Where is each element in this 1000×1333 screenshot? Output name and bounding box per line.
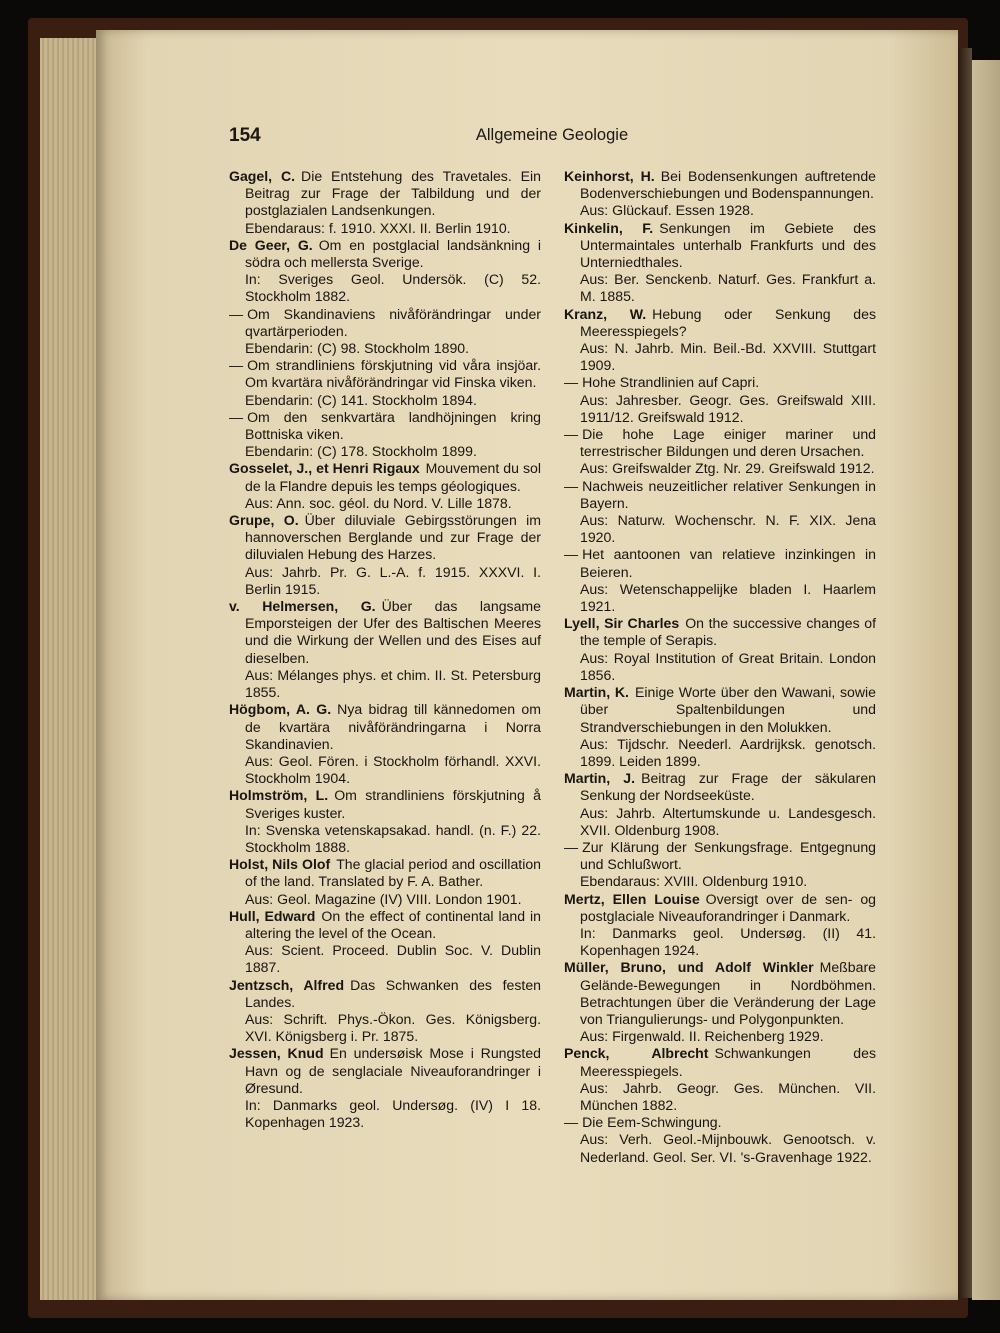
entry-author: Martin, K. — [564, 684, 629, 701]
entry-heading — [564, 306, 876, 340]
running-title: Allgemeine Geologie — [475, 126, 629, 144]
entry-title: Über das langsame Emporsteigen der Ufer des Baltischen Meeres und die Wirkung der Wellen und des Eises auf dieselben. — [245, 598, 541, 666]
bibliography-entry — [564, 220, 876, 306]
entry-author: Kranz, W. — [564, 305, 647, 322]
entry-heading — [564, 168, 876, 202]
entry-heading — [564, 546, 876, 580]
entry-source: Aus: Jahresber. Geogr. Ges. Greifswald XIII. 1911/12. Greifswald 1912. — [580, 391, 876, 425]
entry-title: Zur Klärung der Senkungsfrage. Entgegnung und Schlußwort. — [580, 838, 876, 873]
bibliography-entry — [229, 512, 541, 598]
entry-source: Aus: Tijdschr. Neederl. Aardrijksk. genotsch. 1899. Leiden 1899. — [580, 735, 876, 769]
bibliography-entry — [229, 306, 541, 358]
entry-source: Ebendaraus: XVIII. Oldenburg 1910. — [580, 873, 808, 890]
bibliography-entry — [229, 598, 541, 701]
ditto-dash: — — [229, 305, 244, 322]
entry-title: Hohe Strandlinien auf Capri. — [582, 374, 760, 391]
entry-heading — [229, 512, 541, 564]
entry-source: Aus: Ber. Senckenb. Naturf. Ges. Frankfurt a. M. 1885. — [580, 271, 876, 305]
entry-title: Die hohe Lage einiger mariner und terrestrischer Bildungen und deren Ursachen. — [580, 426, 876, 460]
entry-author: Mertz, Ellen Louise — [564, 890, 700, 907]
entry-author: Holst, Nils Olof — [229, 856, 331, 873]
bibliography-entry — [229, 787, 541, 856]
bibliography-entry — [229, 908, 541, 977]
bibliography-entry — [564, 1114, 876, 1166]
entry-title: Mouvement du sol de la Flandre depuis les temps géologiques. — [245, 460, 541, 494]
bibliography-entry — [564, 615, 876, 684]
bibliography-entry — [564, 374, 876, 426]
page-header — [229, 125, 875, 155]
entry-source: Aus: Geol. Fören. i Stockholm förhandl. XXVI. Stockholm 1904. — [245, 752, 541, 787]
bibliography-entry — [564, 770, 876, 839]
entry-heading — [229, 787, 541, 821]
entry-heading — [229, 977, 541, 1011]
entry-title: On the effect of continental land in altering the level of the Ocean. — [245, 907, 541, 941]
entry-heading — [564, 770, 876, 804]
entry-author: Grupe, O. — [229, 512, 299, 529]
entry-author: v. Helmersen, G. — [229, 598, 376, 615]
entry-heading — [229, 1045, 541, 1097]
ditto-dash: — — [229, 357, 244, 374]
entry-source: Aus: Firgenwald. II. Reichenberg 1929. — [580, 1028, 824, 1045]
right-column — [564, 168, 876, 1166]
entry-heading — [229, 409, 541, 443]
entry-author: Martin, J. — [564, 770, 636, 787]
bibliography-entry — [564, 959, 876, 1045]
entry-title: En undersøisk Mose i Rungsted Havn og de senglaciale Niveauforandringer i Øresund. — [245, 1045, 541, 1096]
entry-heading — [229, 598, 541, 667]
ditto-dash: — — [229, 408, 244, 425]
bibliography-entry — [564, 306, 876, 375]
entry-author: Holmström, L. — [229, 787, 329, 804]
entry-heading — [229, 908, 541, 942]
bibliography-entry — [229, 237, 541, 306]
bibliography-entry — [564, 546, 876, 615]
entry-title: Meßbare Gelände-Bewegungen in Nordböhmen. Betrachtungen über die Veränderung der Lage von Triangulierungs- und Polygonpunkten. — [580, 959, 876, 1027]
bibliography-entry — [229, 1045, 541, 1131]
entry-source: Aus: Jahrb. Pr. G. L.-A. f. 1915. XXXVI. I. Berlin 1915. — [245, 563, 541, 597]
book-gutter — [958, 48, 972, 1298]
entry-title: The glacial period and oscillation of the land. Translated by F. A. Bather. — [245, 856, 542, 890]
entry-heading — [229, 460, 541, 494]
entry-author: Jessen, Knud — [229, 1045, 324, 1062]
entry-heading — [229, 306, 541, 340]
bibliography-entry — [564, 168, 876, 220]
entry-title: Om den senkvartära landhöjningen kring Bottniska viken. — [245, 408, 541, 443]
entry-heading — [229, 237, 541, 271]
entry-heading — [564, 1114, 876, 1131]
entry-heading — [229, 856, 541, 890]
entry-source: Aus: Jahrb. Geogr. Ges. München. VII. München 1882. — [580, 1079, 876, 1113]
entry-title: Die Eem-Schwingung. — [582, 1114, 722, 1131]
ditto-dash: — — [564, 1114, 579, 1131]
entry-heading — [564, 478, 876, 512]
entry-source: Aus: Naturw. Wochenschr. N. F. XIX. Jena 1920. — [580, 512, 876, 546]
entry-source: Ebendarin: (C) 141. Stockholm 1894. — [245, 391, 477, 408]
entry-source: In: Svenska vetenskapsakad. handl. (n. F.) 22. Stockholm 1888. — [245, 821, 541, 855]
bibliography-entry — [229, 409, 541, 461]
entry-title: Om strandliniens förskjutning å Sveriges kuster. — [245, 787, 541, 821]
entry-source: In: Danmarks geol. Undersøg. (IV) I 18. Kopenhagen 1923. — [245, 1096, 541, 1131]
entry-author: Keinhorst, H. — [564, 168, 655, 184]
entry-title: Die Entstehung des Travetales. Ein Beitrag zur Frage der Talbildung und der postglazialen Landsenkungen. — [245, 168, 541, 219]
entry-title: Nya bidrag till kännedomen om de kvartära nivåförändringarna i Norra Skandinavien. — [245, 701, 541, 752]
bibliography-entry — [229, 460, 541, 512]
entry-heading — [564, 220, 876, 272]
entry-heading — [564, 426, 876, 460]
bibliography-entry — [564, 839, 876, 891]
bibliography-entry — [564, 478, 876, 547]
bibliography-entry — [564, 426, 876, 478]
bibliography-entry — [229, 701, 541, 787]
entry-heading — [229, 168, 541, 220]
ditto-dash: — — [564, 426, 579, 443]
entry-title: Beitrag zur Frage der säkularen Senkung der Nordseeküste. — [580, 770, 876, 804]
entry-source: Aus: Geol. Magazine (IV) VIII. London 1901. — [245, 890, 522, 907]
entry-source: Ebendaraus: f. 1910. XXXI. II. Berlin 1910. — [245, 219, 511, 236]
entry-source: Aus: Schrift. Phys.-Ökon. Ges. Königsberg. XVI. Königsberg i. Pr. 1875. — [245, 1010, 541, 1045]
entry-source: Aus: Royal Institution of Great Britain. London 1856. — [580, 649, 876, 683]
entry-source: Aus: Glückauf. Essen 1928. — [580, 202, 754, 219]
entry-author: Kinkelin, F. — [564, 219, 654, 236]
entry-heading — [564, 615, 876, 649]
entry-title: Schwankungen des Meeresspiegels. — [580, 1045, 876, 1079]
entry-title: Het aantoonen van relatieve inzinkingen in Beieren. — [580, 546, 876, 580]
entry-source: Aus: Wetenschappelijke bladen I. Haarlem 1921. — [580, 580, 876, 615]
ditto-dash: — — [564, 546, 579, 563]
bibliography-entry — [229, 357, 541, 409]
entry-title: Bei Bodensenkungen auftretende Bodenverschiebungen und Bodenspannungen. — [580, 168, 877, 202]
entry-source: Aus: Ann. soc. géol. du Nord. V. Lille 1878. — [245, 494, 512, 511]
bibliography-entry — [564, 1045, 876, 1114]
entry-title: Das Schwanken des festen Landes. — [245, 976, 541, 1010]
entry-author: Lyell, Sir Charles — [564, 615, 680, 632]
entry-heading — [564, 959, 876, 1028]
entry-heading — [564, 839, 876, 873]
bibliography-entry — [229, 977, 541, 1046]
entry-author: Penck, Albrecht — [564, 1045, 709, 1062]
page-number: 154 — [229, 125, 261, 146]
entry-heading — [564, 891, 876, 925]
entry-heading — [229, 357, 541, 391]
entry-heading — [564, 684, 876, 736]
entry-source: Aus: Jahrb. Altertumskunde u. Landesgesch. XVII. Oldenburg 1908. — [580, 804, 876, 838]
ditto-dash: — — [564, 477, 579, 494]
entry-source: Aus: Greifswalder Ztg. Nr. 29. Greifswald 1912. — [580, 460, 875, 477]
bibliography-entry — [229, 856, 541, 908]
entry-author: Müller, Bruno, und Adolf Winkler — [564, 959, 814, 976]
left-column — [229, 168, 541, 1131]
entry-author: Jentzsch, Alfred — [229, 976, 345, 993]
entry-title: Über diluviale Gebirgsstörungen im hannoverschen Berglande und zur Frage der diluvialen Hebung des Harzes. — [245, 512, 541, 563]
entry-title: Senkungen im Gebiete des Untermaintales unterhalb Frankfurts und des Unterniedthales. — [580, 219, 876, 271]
entry-author: Hull, Edward — [229, 907, 316, 924]
facing-page-edge — [972, 60, 1000, 1300]
entry-title: Om strandliniens förskjutning vid våra insjöar. Om kvartära nivåförändringar vid Finska viken. — [245, 357, 541, 391]
entry-source: Aus: Scient. Proceed. Dublin Soc. V. Dublin 1887. — [245, 942, 541, 976]
entry-heading — [229, 701, 541, 753]
entry-author: Gosselet, J., et Henri Rigaux — [229, 460, 420, 477]
bibliography-entry — [564, 891, 876, 960]
entry-author: Högbom, A. G. — [229, 701, 332, 718]
bibliography-entry — [229, 168, 541, 237]
entry-source: Aus: Mélanges phys. et chim. II. St. Petersburg 1855. — [245, 666, 541, 701]
entry-source: Aus: Verh. Geol.-Mijnbouwk. Genootsch. v. Nederland. Geol. Ser. VI. 's-Gravenhage 1922. — [580, 1131, 876, 1165]
ditto-dash: — — [564, 838, 579, 855]
entry-source: In: Danmarks geol. Undersøg. (II) 41. Kopenhagen 1924. — [580, 924, 876, 959]
entry-title: Om en postglacial landsänkning i södra och mellersta Sverige. — [245, 236, 541, 271]
entry-title: Hebung oder Senkung des Meeresspiegels? — [580, 305, 876, 339]
bibliography-entry — [564, 684, 876, 770]
entry-heading — [564, 374, 876, 391]
entry-source: In: Sveriges Geol. Undersök. (C) 52. Stockholm 1882. — [245, 271, 541, 305]
ditto-dash: — — [564, 374, 579, 391]
entry-heading — [564, 1045, 876, 1079]
entry-title: Oversigt over de sen- og postglaciale Niveauforandringer i Danmark. — [580, 890, 876, 924]
entry-author: De Geer, G. — [229, 236, 313, 253]
entry-author: Gagel, C. — [229, 168, 296, 184]
entry-title: Nachweis neuzeitlicher relativer Senkungen in Bayern. — [580, 477, 876, 511]
entry-source: Ebendarin: (C) 178. Stockholm 1899. — [245, 443, 477, 460]
entry-source: Ebendarin: (C) 98. Stockholm 1890. — [245, 340, 470, 357]
entry-title: Einige Worte über den Wawani, sowie über Spaltenbildungen und Strandverschiebungen in den Molukken. — [580, 684, 876, 735]
entry-title: Om Skandinaviens nivåförändringar under qvartärperioden. — [245, 305, 541, 339]
entry-source: Aus: N. Jahrb. Min. Beil.-Bd. XXVIII. Stuttgart 1909. — [580, 340, 876, 374]
entry-title: On the successive changes of the temple of Serapis. — [580, 615, 876, 649]
